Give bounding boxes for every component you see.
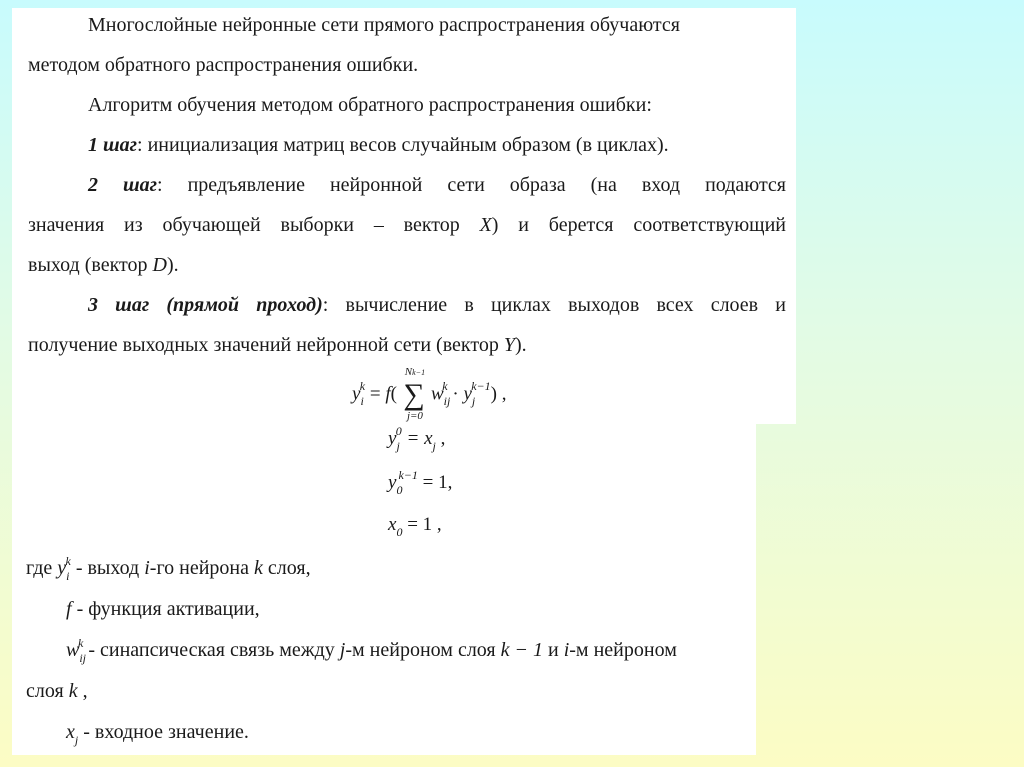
step-1-text: : инициализация матриц весов случайным образом (в циклах). bbox=[137, 134, 669, 156]
sum-symbol: Nk−1 ∑ j=0 bbox=[403, 366, 426, 422]
step-3-line-1 bbox=[88, 293, 786, 317]
vector-x: X bbox=[479, 214, 492, 236]
formula-bias-input: $x_0 = 1$ , bbox=[388, 514, 442, 539]
def-synapse-cont: слоя k , bbox=[26, 680, 88, 702]
def-input: $x_j$ - входное значение. bbox=[66, 721, 249, 747]
step-2-label: 2 шаг bbox=[88, 174, 158, 196]
step-3-line-2 bbox=[28, 333, 527, 357]
step-2-text-2a: значения из обучающей выборки – вектор bbox=[28, 214, 460, 236]
step-2-text-1: : предъявление нейронной сети образа (на вход подаются bbox=[157, 174, 787, 196]
step-2-text-3b: ). bbox=[166, 254, 179, 276]
algorithm-heading: Алгоритм обучения методом обратного распространения ошибки: bbox=[88, 94, 652, 116]
lower-text-panel bbox=[12, 424, 756, 755]
step-2-text-2b: ) и берется соответствующий bbox=[491, 214, 786, 236]
intro-line-1: Многослойные нейронные сети прямого распространения обучаются bbox=[88, 14, 680, 36]
step-3-text-2a: получение выходных значений нейронной сети (вектор bbox=[28, 334, 499, 356]
formula-input-layer: $y_j^0 = x_j$ , bbox=[388, 424, 446, 453]
intro-line-2: методом обратного распространения ошибки. bbox=[28, 54, 419, 76]
vector-d: D bbox=[152, 254, 167, 276]
step-2-text-3a: выход (вектор bbox=[28, 254, 148, 276]
def-synapse: $w_{ij}^k$ - синапсическая связь между j-м нейроном слоя k − 1 и i-м нейроном bbox=[66, 636, 677, 665]
step-2-line-1 bbox=[88, 173, 786, 197]
step-3-text-2b: ). bbox=[514, 334, 527, 356]
step-1-label: 1 шаг bbox=[88, 134, 138, 156]
def-output: где $y_i^k$ - выход i-го нейрона k слоя, bbox=[26, 554, 311, 583]
formula-forward-pass: $y_i^k = f$( Nk−1 ∑ j=0 $w_{ij}^k \cdot y_j^{k-1}$) , bbox=[352, 366, 507, 422]
def-activation: f - функция активации, bbox=[66, 598, 260, 620]
vector-y: Y bbox=[503, 334, 515, 356]
step-3-text-1: : вычисление в циклах выходов всех слоев и bbox=[322, 294, 786, 316]
step-2-line-3 bbox=[28, 253, 179, 277]
step-1 bbox=[88, 133, 669, 157]
formula-bias-output: $y_0^{k-1} = 1$, bbox=[388, 468, 453, 497]
step-3-label: 3 шаг (прямой проход) bbox=[88, 294, 323, 316]
step-2-line-2 bbox=[28, 213, 786, 237]
